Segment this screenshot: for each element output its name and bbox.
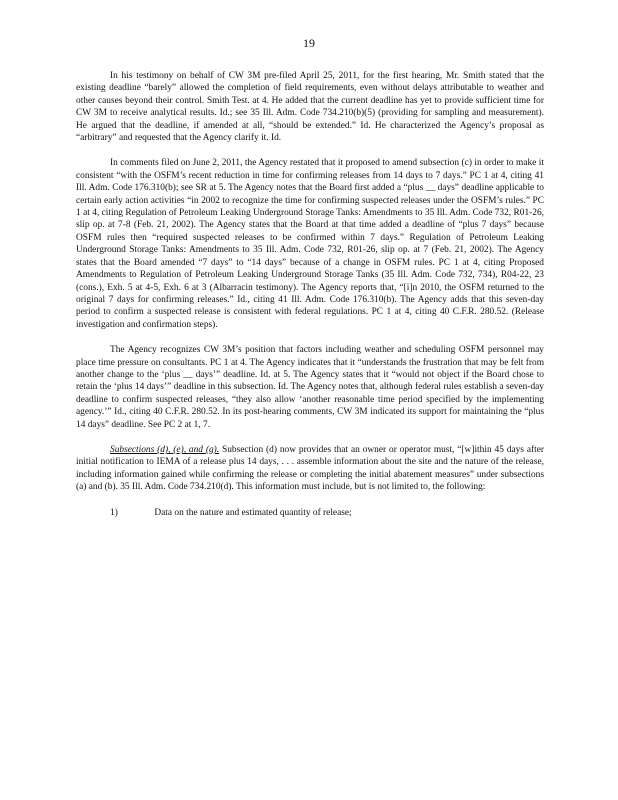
paragraph-subsection-d: [76, 444, 544, 494]
paragraph-agency-comments: In comments filed on June 2, 2011, the Agency restated that it proposed to amend subsection (c) in order to make it consistent “with the OSFM’s recent reduction in time for confirming releases from 14 days to 7 days.” PC 1 at 4, citing 41 Ill. Adm. Code 176.310(b); see SR at 5. The Agency notes that the Board first added a “plus __ days” deadline applicable to certain early action activities “in 2002 to recognize the time for confirming suspected releases under the OSFM’s rules.” PC 1 at 4, citing Regulation of Petroleum Leaking Underground Storage Tanks: Amendments to 35 Ill. Adm. Code 732, R01-26, slip op. at 7-8 (Feb. 21, 2002). The Agency states that the Board at that time added a deadline of “plus 7 days” because OSFM rules then “required suspected releases to be confirmed within 7 days.” Regulation of Petroleum Leaking Underground Storage Tanks: Amendments to 35 Ill. Adm. Code 732, R01-26, slip op. at 7 (Feb. 21, 2002). The Agency states that the Board amended “7 days” to “14 days” because of a change in OSFM rules. PC 1 at 4, citing Proposed Amendments to Regulation of Petroleum Leaking Underground Storage Tanks (35 Ill. Adm. Code 732, 734), R04-22, 23 (cons.), Exh. 5 at 4-5, Exh. 6 at 3 (Albarracin testimony). The Agency reports that, “[i]n 2010, the OSFM returned to the original 7 days for confirming releases.” Id., citing 41 Ill. Adm. Code 176.310(b). The Agency adds that this seven-day period to confirm a suspected release is consistent with federal regulations. PC 1 at 4, citing 40 C.F.R. 280.52. (Release investigation and confirmation steps).: [76, 158, 544, 330]
list-item-number: 1): [110, 507, 118, 518]
list-item-text: Data on the nature and estimated quantity of release;: [154, 507, 352, 518]
document-body: [76, 70, 544, 519]
list-item: [110, 507, 544, 519]
subsection-heading: Subsections (d), (e), and (g).: [110, 444, 220, 455]
subsection-text: Subsection (d) now provides that an owner or operator must, “[w]ithin 45 days after initial notification to IEMA of a release plus 14 days, . . . assemble information about the site and the nature of the release, including information gained while confirming the release or completing the initial abatement measures” under subsections (a) and (b). 35 Ill. Adm. Code 734.210(d). This information must include, but is not limited to, the following:: [76, 444, 544, 493]
paragraph-smith-testimony: In his testimony on behalf of CW 3M pre-filed April 25, 2011, for the first hearing, Mr. Smith stated that the existing deadline “barely” allowed the completion of field requirements, even without delays attributable to weather and other causes beyond their control. Smith Test. at 4. He added that the current deadline has yet to provide sufficient time for CW 3M to receive analytical results. Id.; see 35 Ill. Adm. Code 734.210(b)(5) (providing for sampling and measurement). He argued that the deadline, if amended at all, “should be extended.” Id. He characterized the Agency’s proposal as “arbitrary” and requested that the Agency clarify it. Id.: [76, 71, 544, 144]
page-number: 19: [303, 36, 315, 50]
paragraph-agency-recognizes: The Agency recognizes CW 3M’s position that factors including weather and scheduling OSFM personnel may place time pressure on consultants. PC 1 at 4. The Agency indicates that it “understands the frustration that may be felt from another change to the ‘plus __ days’” deadline. Id. at 5. The Agency states that it “would not object if the Board chose to retain the ‘plus 14 days’” deadline in this subsection. Id. The Agency notes that, although federal rules establish a seven-day deadline to confirm suspected releases, “they also allow ‘another reasonable time period specified by the implementing agency.’” Id., citing 40 C.F.R. 280.52. In its post-hearing comments, CW 3M indicated its support for maintaining the “plus 14 days” deadline. See PC 2 at 1, 7.: [76, 345, 544, 430]
